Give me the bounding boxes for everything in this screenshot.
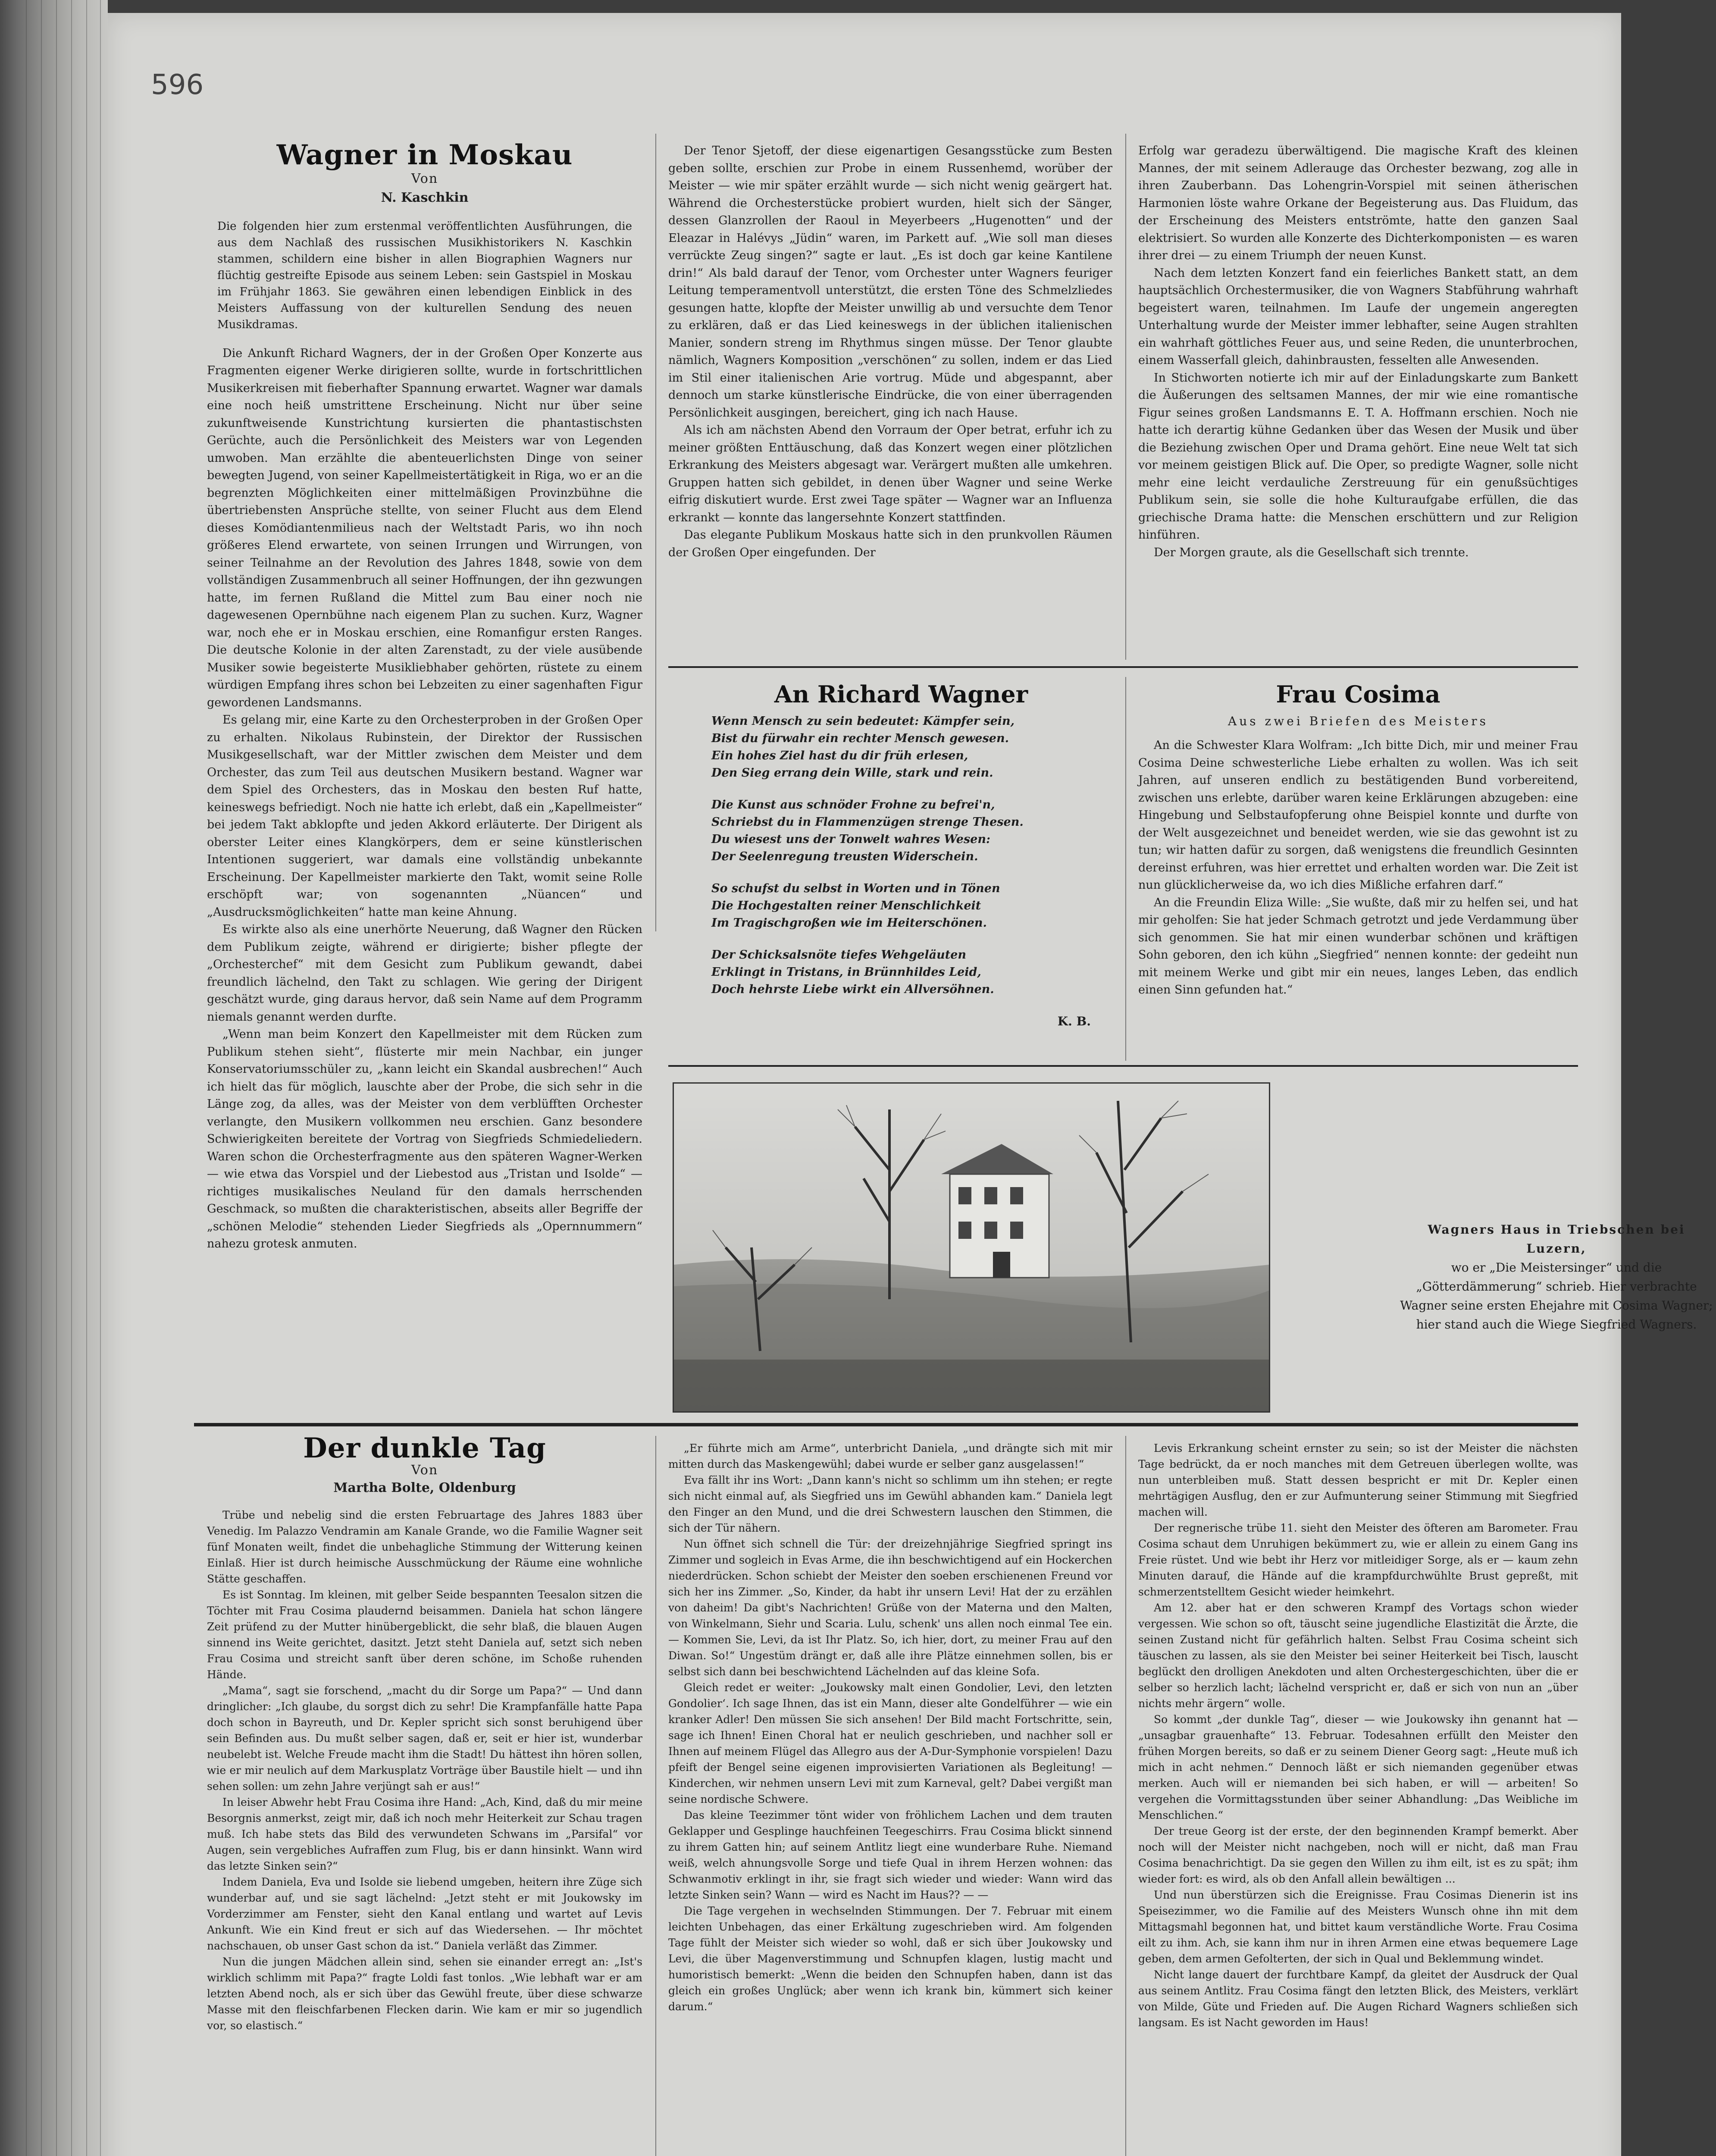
paragraph: Es gelang mir, eine Karte zu den Orchesterproben in der Großen Oper zu erhalten. Nikolaus Rubinstein, der Direktor der Russischen Musikgesellschaft, war der Mittler zwischen dem Meister und dem Orchester, das zum Teil aus deutschen Musikern bestand. Wagner war dem Spiel des Orchesters, das in Moskau den besten Ruf hatte, keineswegs befriedigt. Noch nie hatte ich erlebt, daß ein „Kapellmeister“ bei jedem Takt abklopfte und jeden Akkord erläuterte. Der Dirigent als oberster Leiter eines Klangkörpers, dem er seine künstlerischen Intentionen suggeriert, war damals eine vollständig unbekannte Erscheinung. Der Kapellmeister markierte den Takt, womit seine Rolle erschöpft war; von sogenannten „Nüancen“ und „Ausdrucksmöglichkeiten“ hatte man keine Ahnung.	[207, 713, 642, 919]
paragraph: Am 12. aber hat er den schweren Krampf des Vortags schon wieder vergessen. Wie schon so oft, täuscht seine jugendliche Elastizität die Ärzte, die seinen Zustand nicht für gefährlich halten. Selbst Frau Cosima scheint sich täuschen zu lassen, als sie den Meister bei seiner Heiterkeit bei Tisch, lauscht beglückt den drolligen Anekdoten und alten Orchestergeschichten, über die er selber so herzlich lacht; lächelnd verspricht er, daß er sich von nun an „über nichts mehr ärgern“ wolle.	[1138, 1601, 1578, 1710]
poem-stanza	[711, 880, 1091, 932]
poem-line: Den Sieg errang dein Wille, stark und rein.	[711, 766, 993, 780]
article-wagner-in-moskau-cont2	[1138, 142, 1578, 561]
poem-line: Schriebst du in Flammenzügen strenge Thesen.	[711, 815, 1024, 829]
photo-caption	[1397, 1220, 1716, 1334]
article-wagner-in-moskau-cont	[668, 142, 1112, 561]
article-der-dunkle-tag	[207, 1432, 642, 2034]
paragraph: An die Schwester Klara Wolfram: „Ich bitte Dich, mir und meiner Frau Cosima Deine schwesterliche Liebe erhalten zu wollen. Was ich seit Jahren, auf unseren endlich zu bestätigenden Bund vorbereitend, zwischen uns erlebte, darüber waren keine Erklärungen abzugeben: eine Hingebung und Selbstaufopferung ohne Beispiel konnte und durfte von der Welt ausgezeichnet und beneidet werden, wie sie das gewohnt ist zu tun; wir hatten dafür zu sorgen, daß wenigstens die freundlich Gesinnten dereinst erfuhren, was hier errettet und erhalten worden war. Die Zeit ist nun glücklicherweise da, wo ich dies Mißliche erfahren darf.“	[1138, 739, 1578, 892]
byline-von: Von	[411, 171, 438, 186]
newspaper-page	[108, 13, 1713, 2156]
poem-line: Doch hehrste Liebe wirkt ein Allversöhnen.	[711, 982, 994, 996]
article-title: Frau Cosima	[1276, 680, 1440, 708]
poem-line: Bist du fürwahr ein rechter Mensch gewesen.	[711, 731, 1009, 745]
paragraph: Die Ankunft Richard Wagners, der in der Großen Oper Konzerte aus Fragmenten eigener Werke dirigieren sollte, wurde in fortschrittlichen Musikerkreisen mit fieberhafter Spannung erwartet. Wagner war damals eine noch heiß umstrittene Erscheinung. Nicht nur über seine zukunftweisende Kunstrichtung kursierten die phantastischsten Gerüchte, auch die Persönlichkeit des Meisters war von Legenden umwoben. Man erzählte die abenteuerlichsten Dinge von seiner bewegten Jugend, von seiner Kapellmeistertätigkeit in Riga, wo er an die begrenzten Möglichkeiten einer mittelmäßigen Provinzbühne die übertriebensten Ansprüche stellte, von seiner Flucht aus dem Elend dieses Komödiantenmilieus nach der Weltstadt Paris, wo ihn noch größeres Elend erwartete, von seinen Irrungen und Wirrungen, von seiner Teilnahme an der Revolution des Jahres 1848, sowie von dem vollständigen Zusammenbruch all seiner Hoffnungen, der ihn gezwungen hatte, im fernen Rußland die Mittel zum Bau einer noch nie dagewesenen Opernbühne nach eigenem Plan zu suchen. Kurz, Wagner war, noch ehe er in Moskau erschien, eine Romanfigur ersten Ranges. Die deutsche Kolonie in der alten Zarenstadt, zu der viele ausübende Musiker sowie begeisterte Musikliebhaber gehörten, rüstete zu einem würdigen Empfang ihres schon bei Lebzeiten zu einer sagenhaften Figur gewordenen Landsmanns.	[207, 346, 642, 709]
author-name: Martha Bolte, Oldenburg	[333, 1480, 516, 1495]
paragraph: So kommt „der dunkle Tag“, dieser — wie Joukowsky ihn genannt hat — „unsagbar grauenhafte“ 13. Februar. Todesahnen erfüllt den Meister den frühen Morgen bereits, so daß er zu seinem Diener Georg sagt: „Heute muß ich mich in acht nehmen.“ Dennoch läßt er sich niemanden gegenüber etwas merken. Auch will er niemanden bei sich haben, er will — arbeiten! So vergehen die Vormittagsstunden über seiner Abhandlung: „Das Weibliche im Menschlichen.“	[1138, 1713, 1578, 1821]
paragraph: Nach dem letzten Konzert fand ein feierliches Bankett statt, an dem hauptsächlich Orchestermusiker, die von Wagners Stabführung wahrhaft begeistert waren, teilnahmen. Im Laufe der ungemein angeregten Unterhaltung wurde der Meister immer lebhafter, seine Augen strahlten ein wahrhaft göttliches Feuer aus, und seine Reden, die ununterbrochen, einem Wasserfall gleich, dahinbrausten, fesselten alle Anwesenden.	[1138, 266, 1578, 367]
poem-line: Die Kunst aus schnöder Frohne zu befrei'n,	[711, 798, 995, 812]
paragraph: Als ich am nächsten Abend den Vorraum der Oper betrat, erfuhr ich zu meiner größten Enttäuschung, daß das Konzert wegen einer plötzlichen Erkrankung des Meisters abgesagt war. Verärgert mußten alle umkehren. Gruppen hatten sich gebildet, in denen über Wagner und seine Werke eifrig diskutiert wurde. Erst zwei Tage später — Wagner war an Influenza erkrankt — konnte das langersehnte Konzert stattfinden.	[668, 423, 1112, 524]
article-wagner-in-moskau	[207, 139, 642, 1253]
poem-signature: K. B.	[1057, 1014, 1091, 1028]
column-divider	[1125, 134, 1126, 660]
poem-line: Im Tragischgroßen wie im Heiterschönen.	[711, 916, 987, 930]
poem-line: Erklingt in Tristans, in Brünnhildes Leid,	[711, 965, 981, 979]
paragraph: Es wirkte also als eine unerhörte Neuerung, daß Wagner den Rücken dem Publikum zeigte, während er dirigierte; bisher pflegte der „Orchesterchef“ mit dem Gesicht zum Publikum gewandt, dabei freundlich lächelnd, den Takt zu schlagen. Wie gering der Dirigent geschätzt wurde, ging daraus hervor, daß sein Name auf dem Programm niemals genannt werden durfte.	[207, 923, 642, 1024]
poem-line: Ein hohes Ziel hast du dir früh erlesen,	[711, 749, 968, 762]
paragraph: Der regnerische trübe 11. sieht den Meister des öfteren am Barometer. Frau Cosima schaut dem Unruhigen bekümmert zu, wie er allein zu einem Gang ins Freie rüstet. Und wie bebt ihr Herz vor mitleidiger Sorge, als er — kaum zehn Minuten darauf, die Hände auf die krampfdurchwühlte Brust gepreßt, mit schmerzentstelltem Gesicht wieder heimkehrt.	[1138, 1522, 1578, 1598]
article-der-dunkle-tag-cont	[668, 1440, 1112, 2015]
article-subtitle: Aus zwei Briefen des Meisters	[1228, 714, 1488, 728]
paragraph: Der Tenor Sjetoff, der diese eigenartigen Gesangsstücke zum Besten geben sollte, erschien zur Probe in einem Russenhemd, worüber der Meister — wie mir später erzählt wurde — sich nicht wenig geärgert hat. Während die Orchesterstücke probiert wurden, hielt sich der Sänger, dessen Glanzrollen der Raoul in Meyerbeers „Hugenotten“ und der Eleazar in Halévys „Jüdin“ waren, im Parkett auf. „Wie soll man dieses verrückte Zeug singen?“ sagte er laut. „Es ist doch gar keine Kantilene drin!“ Als bald darauf der Tenor, vom Orchester unter Wagners feuriger Leitung temperamentvoll unterstützt, die ersten Töne des Schmelzliedes gesungen hatte, klopfte der Meister unwillig ab und versuchte dem Tenor zu erklären, daß er das Lied keineswegs in der üblichen italienischen Manier, sondern streng im Rhythmus singen müsse. Der Tenor glaubte nämlich, Wagners Komposition „verschönen“ zu sollen, indem er das Lied im Stil einer italienischen Arie vortrug. Müde und abgespannt, aber dennoch um starke künstlerische Eindrücke, die von einer überragenden Persönlichkeit ausgingen, bereichert, ging ich nach Hause.	[668, 144, 1112, 420]
author-name: N. Kaschkin	[381, 190, 469, 205]
section-rule	[668, 666, 1578, 668]
poem-an-richard-wagner	[711, 680, 1091, 1030]
paragraph: „Wenn man beim Konzert den Kapellmeister mit dem Rücken zum Publikum stehen sieht“, flüsterte mir mein Nachbar, ein junger Konservatoriumsschüler zu, „kann leicht ein Skandal ausbrechen!“ Auch ich hielt das für möglich, lauschte aber der Probe, die sich sehr in die Länge zog, da alles, was der Meister von dem verblüfften Orchester verlangte, den Musikern vollkommen neu erschien. Ganz besondere Schwierigkeiten bereitete der Vortrag von Siegfrieds Schmiedeliedern. Waren schon die Orchesterfragmente aus den späteren Wagner-Werken — wie etwa das Vorspiel und der Liebestod aus „Tristan und Isolde“ — richtiges musikalisches Neuland für den damals herrschenden Geschmack, so mußten die charakteristischen, abseits aller Begriffe der „schönen Melodie“ stehenden Lieder Siegfrieds als „Opernnummern“ nahezu grotesk anmuten.	[207, 1028, 642, 1250]
byline-von: Von	[411, 1463, 438, 1478]
poem-title: An Richard Wagner	[774, 680, 1028, 708]
article-frau-cosima	[1138, 680, 1578, 999]
paragraph: In Stichworten notierte ich mir auf der Einladungskarte zum Bankett die Äußerungen des seltsamen Mannes, der mir wie eine romantische Figur seines großen Landsmanns E. T. A. Hoffmann erschien. Noch nie hatte ich derartig kühne Gedanken über das Wesen der Musik und über die Beziehung zwischen Oper und Drama gehört. Eine neue Welt tat sich vor meinem geistigen Blick auf. Die Oper, so predigte Wagner, solle nicht mehr eine leicht verdauliche Zerstreuung für ein genußsüchtiges Publikum sein, sie solle die hohe Kulturaufgabe erfüllen, die das griechische Drama hatte: die Menschen erschüttern und zur Religion hinführen.	[1138, 371, 1578, 542]
paragraph: Levis Erkrankung scheint ernster zu sein; so ist der Meister die nächsten Tage bedrückt, da er noch manches mit dem Getreuen überlegen wollte, was nun unterbleiben muß. Statt dessen bespricht er mit Dr. Kepler einen mehrtägigen Ausflug, den er zur Aufmunterung seiner Stimmung mit Siegfried machen will.	[1138, 1442, 1578, 1518]
column-divider	[1125, 1436, 1126, 2156]
paragraph: Die Tage vergehen in wechselnden Stimmungen. Der 7. Februar mit einem leichten Unbehagen, das einer Erkältung zugeschrieben wird. Am folgenden Tage fühlt der Meister sich wieder so wohl, daß er sich über Joukowsky und Levi, die über Magenverstimmung und Schnupfen klagen, lustig macht und humoristisch bemerkt: „Wenn die beiden den Schnupfen haben, dann ist das gleich ein großes Unglück; aber wenn ich krank bin, kümmert sich keiner darum.“	[668, 1905, 1112, 2013]
photo-wagner-house-triebschen	[673, 1082, 1270, 1413]
paragraph: Nicht lange dauert der furchtbare Kampf, da gleitet der Ausdruck der Qual aus seinem Antlitz. Frau Cosima fängt den letzten Blick, des Meisters, verklärt von Milde, Güte und Frieden auf. Die Augen Richard Wagners schließen sich langsam. Es ist Nacht geworden im Haus!	[1138, 1968, 1578, 2029]
paragraph: Eva fällt ihr ins Wort: „Dann kann's nicht so schlimm um ihn stehen; er regte sich nicht einmal auf, als Siegfried uns im Gewühl abhanden kam.“ Daniela legt den Finger an den Mund, und die drei Schwestern lauschen den Stimmen, die sich der Tür nähern.	[668, 1474, 1112, 1534]
poem-line: Wenn Mensch zu sein bedeutet: Kämpfer sein,	[711, 714, 1015, 728]
book-page-edges	[0, 0, 108, 2156]
caption-title: Wagners Haus in Triebschen bei Luzern,	[1428, 1222, 1685, 1256]
poem-line: Du wiesest uns der Tonwelt wahres Wesen:	[711, 832, 990, 846]
poem-line: Der Schicksalsnöte tiefes Wehgeläuten	[711, 948, 966, 962]
paragraph: Das elegante Publikum Moskaus hatte sich in den prunkvollen Räumen der Großen Oper eingefunden. Der	[668, 528, 1112, 559]
poem-line: So schufst du selbst in Worten und in Tönen	[711, 881, 1000, 895]
paragraph: Trübe und nebelig sind die ersten Februartage des Jahres 1883 über Venedig. Im Palazzo Vendramin am Kanale Grande, wo die Familie Wagner seit fünf Monaten weilt, findet die unbehagliche Stimmung der Witterung keinen Einlaß. Hier ist durch heimische Ausschmückung der Räume eine wohnliche Stätte geschaffen.	[207, 1509, 642, 1585]
section-rule-thick	[194, 1423, 1578, 1426]
article-intro: Die folgenden hier zum erstenmal veröffentlichten Ausführungen, die aus dem Nachlaß des russischen Musikhistorikers N. Kaschkin stammen, schildern eine bisher in allen Biographien Wagners nur flüchtig gestreifte Episode aus seinem Leben: sein Gastspiel in Moskau im Frühjahr 1863. Sie gewähren einen lebendigen Einblick in des Meisters Auffassung von der kulturellen Sendung des neuen Musikdramas.	[217, 219, 632, 331]
paragraph: Es ist Sonntag. Im kleinen, mit gelber Seide bespannten Teesalon sitzen die Töchter mit Frau Cosima plaudernd beisammen. Daniela hat schon längere Zeit prüfend zu der Mutter hinübergeblickt, die sehr blaß, die blauen Augen sinnend ins Weite gerichtet, dasitzt. Jetzt steht Daniela auf, setzt sich neben Frau Cosima und streicht sanft über deren schöne, im Schoße ruhenden Hände.	[207, 1589, 642, 1681]
poem-stanza	[711, 713, 1091, 782]
poem-stanza	[711, 946, 1091, 998]
column-divider	[655, 134, 656, 931]
article-title: Der dunkle Tag	[303, 1432, 546, 1464]
paragraph: Das kleine Teezimmer tönt wider von fröhlichem Lachen und dem trauten Geklapper und Gesplinge hauchfeinen Teegeschirrs. Frau Cosima blickt sinnend zu ihrem Gatten hin; auf seinem Antlitz liegt eine wunderbare Ruhe. Niemand weiß, welch ahnungsvolle Sorge und tiefe Qual in ihrem Herzen wohnen: das Schwanmotiv erklingt in ihr, sie fragt sich wieder und wieder: Wann wird das letzte Sinken sein? Wann — wird es Nacht im Haus?? — —	[668, 1809, 1112, 1901]
paragraph: „Er führte mich am Arme“, unterbricht Daniela, „und drängte sich mit mir mitten durch das Maskengewühl; dabei wurde er selber ganz ausgelassen!“	[668, 1442, 1112, 1470]
paragraph: Nun die jungen Mädchen allein sind, sehen sie einander erregt an: „Ist's wirklich schlimm mit Papa?“ fragte Loldi fast tonlos. „Wie lebhaft war er am letzten Abend noch, als er sich über das Gewühl freute, über diese schwarze Masse mit den fleischfarbenen Flecken darin. Wie kam er mir so jugendlich vor, so elastisch.“	[207, 1955, 642, 2032]
article-der-dunkle-tag-cont2	[1138, 1440, 1578, 2031]
page-number: 596	[151, 69, 204, 101]
paragraph: An die Freundin Eliza Wille: „Sie wußte, daß mir zu helfen sei, und hat mir geholfen: Sie hat jeder Schmach getrotzt und jede Verdammung über sich genommen. Sie hat mir einen wunderbar schönen und kräftigen Sohn geboren, den ich kühn „Siegfried“ nennen konnte: der gedeiht nun mit meinem Werke und gibt mir ein neues, langes Leben, das endlich einen Sinn gefunden hat.“	[1138, 896, 1578, 997]
caption-text: wo er „Die Meistersinger“ und die „Götterdämmerung“ schrieb. Hier verbrachte Wagner seine ersten Ehejahre mit Cosima Wagner; hier stand auch die Wiege Siegfried Wagners.	[1400, 1260, 1713, 1332]
paragraph: Und nun überstürzen sich die Ereignisse. Frau Cosimas Dienerin ist ins Speisezimmer, wo die Familie auf des Meisters Wunsch ohne ihn mit dem Mittagsmahl begonnen hat, und bittet kaum verständliche Worte. Frau Cosima eilt zu ihm. Ach, sie kann ihm nur in ihren Armen eine etwas bequemere Lage geben, dem armen Gefolterten, der sich in Qual und Beklemmung windet.	[1138, 1889, 1578, 1965]
column-divider	[1125, 677, 1126, 1061]
paragraph: Gleich redet er weiter: „Joukowsky malt einen Gondolier, Levi, den letzten Gondolier‘. Ich sage Ihnen, das ist ein Mann, dieser alte Gondelführer — wie ein kranker Adler! Den müssen Sie sich ansehen! Der Bild macht Fortschritte, sein, sage ich Ihnen! Einen Choral hat er neulich geschrieben, und nachher soll er Ihnen auf meinem Flügel das Allegro aus der A-Dur-Symphonie vorspielen! Dazu pfeift der Bengel seine eigenen improvisierten Variationen als Begleitung! — Kinderchen, wir nehmen unsern Levi mit zum Karneval, gelt? Dabei vergißt man seine nordische Schwere.	[668, 1681, 1112, 1805]
poem-line: Der Seelenregung treusten Widerschein.	[711, 849, 978, 863]
column-divider	[655, 1436, 656, 2156]
article-title: Wagner in Moskau	[276, 139, 573, 171]
paragraph: Der Morgen graute, als die Gesellschaft sich trennte.	[1154, 545, 1469, 559]
section-rule	[668, 1065, 1578, 1067]
poem-line: Die Hochgestalten reiner Menschlichkeit	[711, 899, 981, 912]
paragraph: In leiser Abwehr hebt Frau Cosima ihre Hand: „Ach, Kind, daß du mir meine Besorgnis anmerkst, zeigt mir, daß ich noch mehr Heiterkeit zur Schau tragen muß. Ich habe stets das Bild des verwundeten Schwans im „Parsifal“ vor Augen, sein vergebliches Aufraffen zum Flug, bis er dann hinsinkt. Wann wird das letzte Sinken sein?“	[207, 1796, 642, 1872]
paragraph: Nun öffnet sich schnell die Tür: der dreizehnjährige Siegfried springt ins Zimmer und sogleich in Evas Arme, die ihn beschwichtigend auf ein Hockerchen niederdrücken. Schon schiebt der Meister den soeben erschienenen Freund vor sich her ins Zimmer. „So, Kinder, da habt ihr unsern Levi! Hat der zu erzählen von daheim! Da gibt's Nachrichten! Grüße von der Materna und den Malten, von Winkelmann, Siehr und Scaria. Lulu, schenk' uns allen noch einmal Tee ein. — Kommen Sie, Levi, da ist Ihr Platz. So, ich hier, dort, zu meiner Frau auf den Diwan. So!“ Ungestüm drängt er, daß alle ihre Plätze einnehmen sollen, bis er selbst sich dann bei beschwichtend Lächelnden auf das kleine Sofa.	[668, 1538, 1112, 1678]
paragraph: Indem Daniela, Eva und Isolde sie liebend umgeben, heitern ihre Züge sich wunderbar auf, und sie sagt lächelnd: „Jetzt steht er mit Joukowsky im Vorderzimmer am Fenster, sieht den Kanal entlang und wartet auf Levis Ankunft. Wie ein Kind freut er sich auf das Wiedersehen. — Ihr möchtet nachschauen, ob unser Gast schon da ist.“ Daniela verläßt das Zimmer.	[207, 1876, 642, 1952]
house-photo-illustration	[674, 1084, 1269, 1411]
paragraph: Der treue Georg ist der erste, der den beginnenden Krampf bemerkt. Aber noch will der Meister nicht nachgeben, noch will er nicht, daß man Frau Cosima benachrichtigt. Da sie gegen den Willen zu ihm eilt, ist es zu spät; ihm wieder fort: es wird, als ob den Anfall allein bewältigen ...	[1138, 1825, 1578, 1885]
paragraph: „Mama“, sagt sie forschend, „macht du dir Sorge um Papa?“ — Und dann dringlicher: „Ich glaube, du sorgst dich zu sehr! Die Krampfanfälle hatte Papa doch schon in Bayreuth, und Dr. Kepler spricht sich sonst beruhigend über sein Befinden aus. Du mußt selber sagen, daß er, seit er hier ist, wunderbar neubelebt ist. Welche Freude macht ihm die Stadt! Du hättest ihn hören sollen, wie er mir neulich auf dem Markusplatz Vorträge über Baustile hielt — und ihn sehen sollen: um zehn Jahre verjüngt sah er aus!“	[207, 1684, 642, 1792]
poem-stanza	[711, 796, 1091, 865]
paragraph: Erfolg war geradezu überwältigend. Die magische Kraft des kleinen Mannes, der mit seinem Adlerauge das Orchester bezwang, zog alle in ihren Zauberbann. Das Lohengrin-Vorspiel mit seinen ätherischen Harmonien löste wahre Orkane der Begeisterung aus. Das Fluidum, das der Erscheinung des Meisters entströmte, hatte den ganzen Saal elektrisiert. So wurden alle Konzerte des Dichterkomponisten — es waren ihrer drei — zu einem Triumph der neuen Kunst.	[1138, 144, 1578, 262]
